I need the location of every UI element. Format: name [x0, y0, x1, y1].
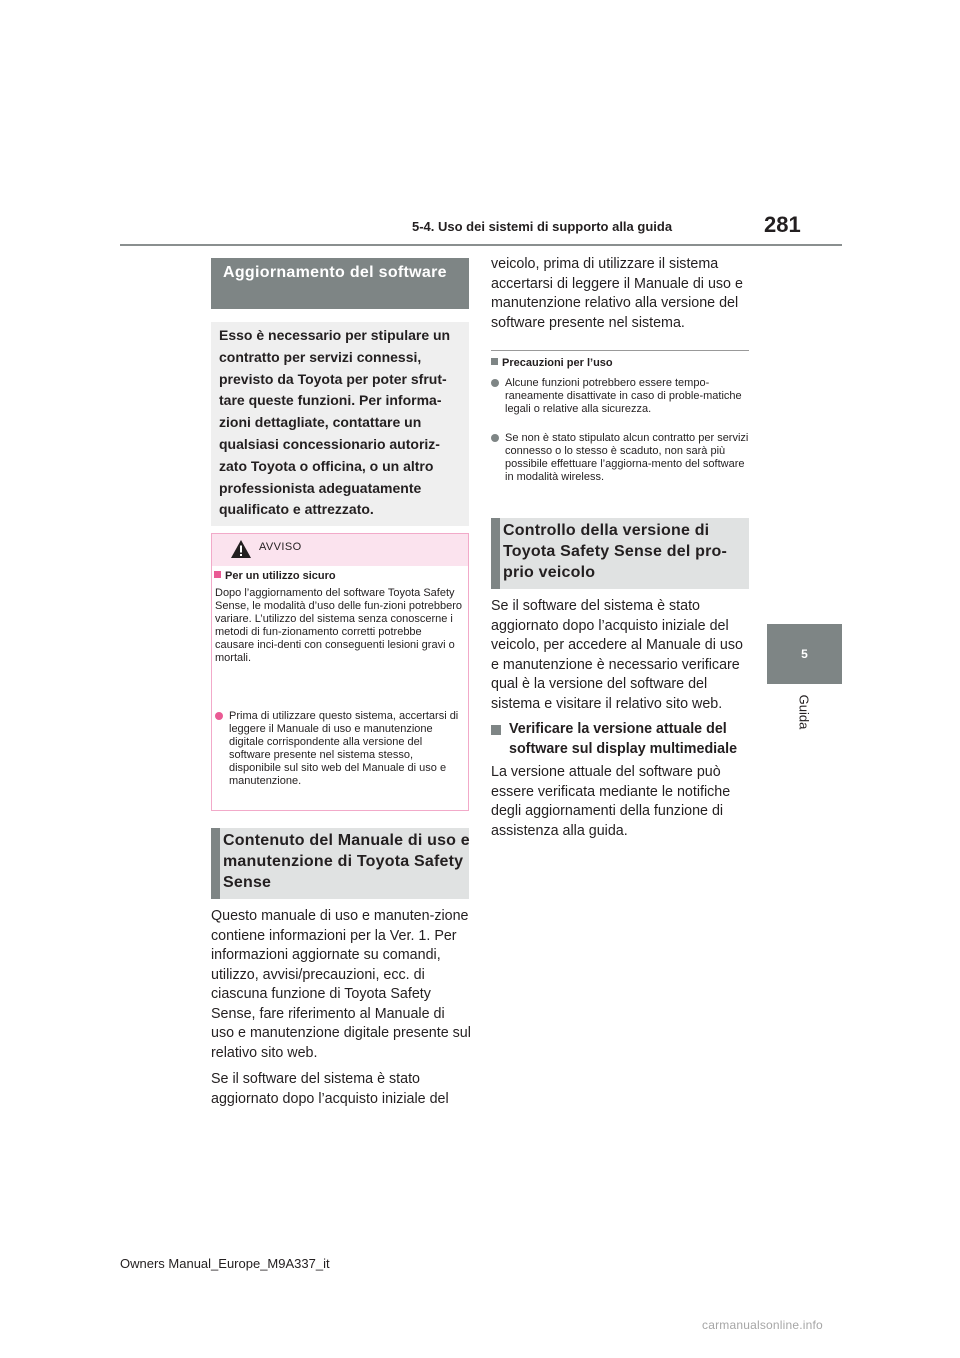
- heading-contenuto-text: Contenuto del Manuale di uso e manutenzione di Toyota Safety Sense: [223, 832, 470, 891]
- header-rule: [120, 244, 842, 246]
- pink-square-icon: [214, 571, 221, 578]
- precaution-item: Alcune funzioni potrebbero essere tempo-raneamente disattivate in caso di proble-matiche legali o relative alla sicurezza.: [491, 377, 749, 429]
- heading-contenuto: [211, 828, 469, 899]
- right-body-display: [491, 763, 749, 841]
- heading-aggiornamento: [211, 258, 469, 309]
- precaution-item: Se non è stato stipulato alcun contratto per servizi connesso o lo stesso è scaduto, non sarà più possibile effettuare l’aggiorna-mento del software in modalità wireless.: [491, 432, 749, 492]
- right-body-continued: [491, 255, 753, 333]
- intro-box: [211, 322, 469, 526]
- chapter-label-text: Guida: [796, 694, 812, 730]
- page-number: 281: [764, 212, 801, 237]
- paragraph-version-check: Se il software del sistema è stato aggiornato dopo l’acquisto iniziale del veicolo, per accedere al Manuale di uso e manutenzione è necessario verificare qual è la versione del software del sistema e visitare il relativo sito web.: [491, 598, 743, 712]
- heading-bar: [211, 828, 220, 899]
- left-body: [211, 907, 471, 1109]
- warning-subtitle: Per un utilizzo sicuro: [214, 570, 464, 582]
- paragraph-continued: veicolo, prima di utilizzare il sistema accertarsi di leggere il Manuale di uso e manutenzione relativo alla versione del software presente nel sistema.: [491, 256, 743, 331]
- heading-aggiornamento-text: Aggiornamento del software: [223, 264, 447, 281]
- chapter-tab: [767, 624, 842, 684]
- heading-controllo: [491, 518, 749, 589]
- heading-bar: [491, 518, 500, 589]
- warning-icon: [230, 539, 252, 559]
- paragraph-software-update: Se il software del sistema è stato aggiornato dopo l’acquisto iniziale del: [211, 1071, 449, 1107]
- gray-square-icon: [491, 358, 498, 365]
- footer: Owners Manual_Europe_M9A337_it: [120, 1256, 330, 1271]
- intro-text: Esso è necessario per stipulare un contratto per servizi connessi, previsto da Toyota per poter sfrut-tare queste funzioni. Per informa-zioni dettagliate, contattare un qualsiasi concessionario autoriz-zato Toyota o officina, o un altro professionista adeguatamente qualificato e attrezzato.: [219, 327, 451, 518]
- paragraph-manual-content: Questo manuale di uso e manuten-zione contiene informazioni per la Ver. 1. Per informazioni aggiornate su comandi, utilizzo, avvisi/precauzioni, ecc. di ciascuna funzione di Toyota Safety Sense, fare riferimento al Manuale di uso e manutenzione digitale presente sul relativo sito web.: [211, 908, 471, 1061]
- precautions-title: Precauzioni per l’uso: [491, 357, 613, 369]
- warning-label: AVVISO: [259, 541, 302, 553]
- pink-bullet-icon: [215, 712, 223, 720]
- warning-body: Dopo l’aggiornamento del software Toyota Safety Sense, le modalità d’uso delle fun-zioni potrebbero variare. L’utilizzo del sistema senza conoscerne i metodi di fun-zionamento corretti potrebbe causare inci-denti con conseguenti lesioni gravi o mortali.: [215, 587, 463, 664]
- divider: [491, 350, 749, 351]
- warning-box: AVVISO Per un utilizzo sicuro Dopo l’aggiornamento del software Toyota Safety Sense, le modalità d’uso delle fun-zioni potrebbero variare. L’utilizzo del sistema senza conoscerne i metodi di fun-zionamento corretti potrebbe causare inci-denti con conseguenti lesioni gravi o mortali. Prima di utilizzare questo sistema, accertarsi di leggere il Manuale di uso e manutenzione digitale corrispondente alla versione del software presente nel sistema stesso, disponibile sul sito web del Manuale di uso e manutenzione.: [211, 533, 469, 811]
- chapter-label: [781, 690, 827, 734]
- gray-bullet-icon: [491, 434, 499, 442]
- gray-bullet-icon: [491, 379, 499, 387]
- heading-controllo-text: Controllo della versione di Toyota Safety Sense del pro-prio veicolo: [503, 522, 728, 581]
- section-title: 5-4. Uso dei sistemi di supporto alla guida: [412, 219, 673, 234]
- gray-square-icon: [491, 725, 501, 735]
- paragraph-display: La versione attuale del software può essere verificata mediante le notifiche degli aggiornamenti della funzione di assistenza alla guida.: [491, 764, 731, 839]
- right-body-version: [491, 597, 749, 714]
- warning-header: [212, 534, 468, 566]
- chapter-number: 5: [801, 647, 808, 661]
- watermark: carmanualsonline.info: [702, 1318, 823, 1332]
